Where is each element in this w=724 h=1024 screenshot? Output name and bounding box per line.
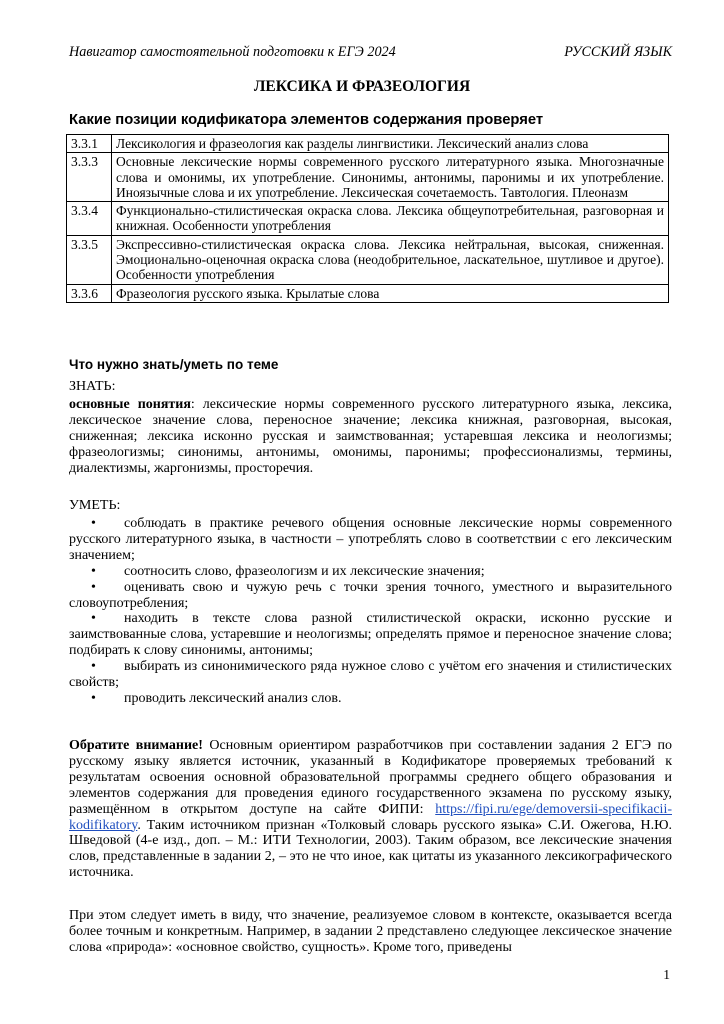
bullet-icon: • [91, 579, 96, 595]
skill-text: соотносить слово, фразеологизм и их лексические значения; [124, 563, 485, 579]
code-cell: 3.3.4 [67, 202, 112, 236]
description-cell: Фразеология русского языка. Крылатые слова [112, 284, 669, 302]
note-label: Обратите внимание! [69, 738, 203, 753]
know-section-heading: Что нужно знать/уметь по теме [69, 357, 279, 372]
table-row [67, 235, 669, 284]
running-header [69, 44, 672, 61]
header-right: РУССКИЙ ЯЗЫК [564, 44, 672, 60]
codifier-heading: Какие позиции кодификатора элементов содержания проверяет [69, 112, 544, 128]
code-cell: 3.3.1 [67, 135, 112, 153]
bullet-icon: • [91, 690, 96, 706]
skills-list [69, 516, 672, 707]
page-number: 1 [663, 967, 670, 982]
bullet-icon: • [91, 563, 96, 579]
skill-text: находить в тексте слова разной стилистической окраски, исконно русские и заимствованные слова, устаревшие и неологизмы; определять прямое и переносное значение слова; подбирать к слову синонимы, антонимы; [69, 611, 672, 659]
list-item [69, 611, 672, 659]
note-text-1: Основным ориентиром разработчиков при составлении задания 2 ЕГЭ по русскому языку является источник, указанный в Кодификаторе проверяемых требований к результатам освоения основной образовательной программы среднего общего образования и элементов содержания для проведения единого государственного экзамена по русскому языку, размещённом в открытом доступе на сайте ФИПИ: [69, 738, 672, 817]
list-item [69, 659, 672, 691]
closing-paragraph: При этом следует иметь в виду, что значение, реализуемое словом в контексте, оказывается всегда более точным и конкретным. Например, в задании 2 представлено следующее лексическое значение слова «природа»: «основное свойство, сущность». Кроме того, приведены [69, 908, 672, 955]
know-label: ЗНАТЬ: [69, 379, 116, 394]
list-item [69, 564, 672, 580]
concepts-text: : лексические нормы современного русского литературного языка, лексика, лексическое значение слова, переносное значение; лексика книжная, разговорная, высокая, сниженная; лексика исконно русская и заимствованная; устаревшая лексика и неологизмы; фразеологизмы; синонимы, антонимы, омонимы, паронимы; профессионализмы, термины, диалектизмы, жаргонизмы, просторечия. [69, 397, 672, 476]
can-label: УМЕТЬ: [69, 498, 121, 513]
skill-text: выбирать из синонимического ряда нужное слово с учётом его значения и стилистических свойств; [69, 659, 672, 691]
description-cell: Лексикология и фразеология как разделы лингвистики. Лексический анализ слова [112, 135, 669, 153]
list-item [69, 580, 672, 612]
skill-text: проводить лексический анализ слов. [124, 690, 342, 706]
code-cell: 3.3.5 [67, 235, 112, 284]
list-item [69, 516, 672, 564]
code-cell: 3.3.6 [67, 284, 112, 302]
table-row [67, 135, 669, 153]
description-cell: Экспрессивно-стилистическая окраска слова. Лексика нейтральная, высокая, сниженная. Эмоционально-оценочная окраска слова (неодобрительное, ласкательное, шутливое и другое). Особенности употребления [112, 235, 669, 284]
page-title: ЛЕКСИКА И ФРАЗЕОЛОГИЯ [253, 78, 471, 95]
bullet-icon: • [91, 611, 96, 627]
know-text [69, 397, 672, 477]
table-row [67, 202, 669, 236]
fipi-link[interactable]: https://fipi.ru/ege/demoversii-specifikacii-kodifikatory [69, 801, 672, 833]
note-paragraph [69, 738, 672, 881]
header-left: Навигатор самостоятельной подготовки к ЕГЭ 2024 [69, 44, 396, 60]
bullet-icon: • [91, 516, 96, 531]
codifier-table [66, 134, 669, 303]
concepts-label: основные понятия [69, 397, 191, 412]
code-cell: 3.3.3 [67, 153, 112, 202]
bullet-icon: • [91, 659, 96, 675]
note-text-2: . Таким источником признан «Толковый словарь русского языка» С.И. Ожегова, Н.Ю. Шведовой (4-е изд., доп. – М.: ИТИ Технологии, 2003). Таким образом, все лексические значения слов, представленные в задании 2, – это не что иное, как цитаты из указанного лексикографического источника. [69, 817, 672, 881]
list-item [69, 691, 672, 707]
description-cell: Основные лексические нормы современного русского литературного языка. Многозначные слова и омонимы, их употребление. Синонимы, антонимы, паронимы и их употребление. Иноязычные слова и их употребление. Лексическая сочетаемость. Тавтология. Плеоназм [112, 153, 669, 202]
description-cell: Функционально-стилистическая окраска слова. Лексика общеупотребительная, разговорная и книжная. Особенности употребления [112, 202, 669, 236]
skill-text: соблюдать в практике речевого общения основные лексические нормы современного русского литературного языка, в частности – употреблять слово в соответствии с его лексическим значением; [69, 516, 672, 563]
table-row [67, 153, 669, 202]
skill-text: оценивать свою и чужую речь с точки зрения точного, уместного и выразительного словоупотребления; [69, 579, 672, 611]
table-row [67, 284, 669, 302]
